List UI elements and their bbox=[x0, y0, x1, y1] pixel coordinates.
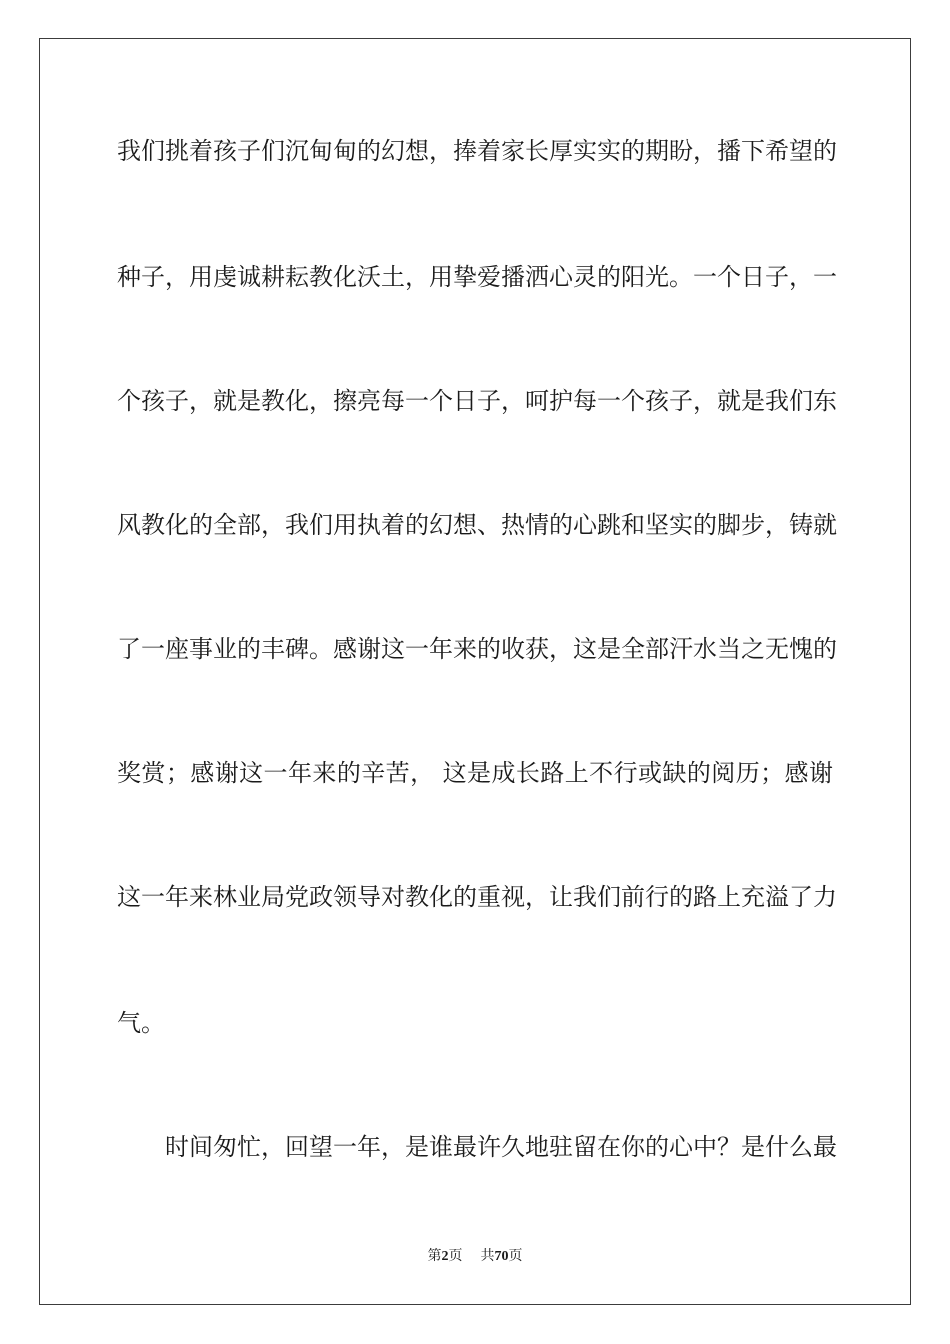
footer-page-prefix: 第 bbox=[427, 1249, 442, 1264]
body-text-line-3: 个孩子，就是教化，擦亮每一个日子，呵护每一个孩子，就是我们东 bbox=[117, 387, 837, 415]
footer-total-prefix: 共 bbox=[480, 1249, 495, 1264]
body-text-line-9: 时间匆忙，回望一年，是谁最许久地驻留在你的心中？是什么最 bbox=[165, 1133, 837, 1161]
footer-total-pages: 70 bbox=[494, 1249, 509, 1264]
body-text-line-2: 种子，用虔诚耕耘教化沃土，用挚爱播洒心灵的阳光。一个日子，一 bbox=[117, 263, 837, 291]
body-text-line-5: 了一座事业的丰碑。感谢这一年来的收获，这是全部汗水当之无愧的 bbox=[117, 635, 837, 663]
page-footer bbox=[0, 1248, 950, 1266]
footer-page-number: 2 bbox=[441, 1249, 449, 1264]
body-text-line-4: 风教化的全部，我们用执着的幻想、热情的心跳和坚实的脚步，铸就 bbox=[117, 511, 837, 539]
body-text-line-7: 这一年来林业局党政领导对教化的重视，让我们前行的路上充溢了力 bbox=[117, 883, 837, 911]
body-text-line-6: 奖赏；感谢这一年来的辛苦， 这是成长路上不行或缺的阅历；感谢 bbox=[117, 759, 833, 787]
footer-page-suffix: 页 bbox=[448, 1249, 463, 1264]
footer-total-suffix: 页 bbox=[508, 1249, 523, 1264]
body-text-line-8: 气。 bbox=[117, 1009, 165, 1037]
page-border bbox=[39, 38, 911, 1305]
body-text-line-1: 我们挑着孩子们沉甸甸的幻想，捧着家长厚实实的期盼，播下希望的 bbox=[117, 137, 837, 165]
